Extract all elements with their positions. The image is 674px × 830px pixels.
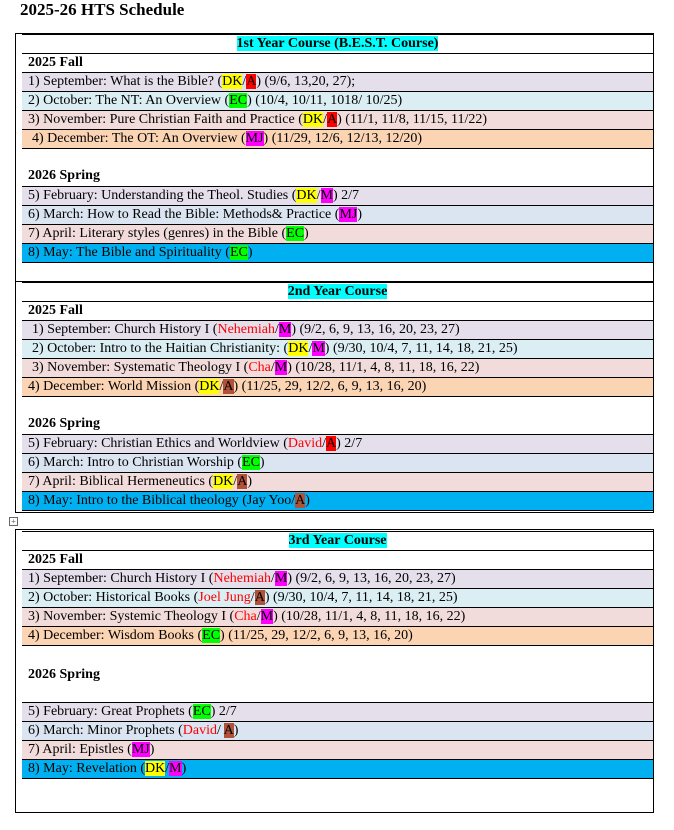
year3-row-6: 6) March: Minor Prophets (David/ A) [22,721,653,740]
year2-spring-label: 2026 Spring [22,415,653,434]
year1-row-2: 2) October: The NT: An Overview (EC) (10/4, 10/11, 1018/ 10/25) [22,91,653,110]
year3-row-5: 5) February: Great Prophets (EC) 2/7 [22,702,653,721]
year2-fall-label: 2025 Fall [22,301,653,320]
year3-row-1: 1) September: Church History I (Nehemiah/M) (9/2, 6, 9, 13, 16, 20, 23, 27) [22,569,653,588]
year3-heading: 3rd Year Course [288,533,387,548]
year3-row-2: 2) October: Historical Books (Joel Jung/A) (9/30, 10/4, 7, 11, 14, 18, 21, 25) [22,588,653,607]
year3-fall-label: 2025 Fall [22,550,653,569]
year1-row-4: 4) December: The OT: An Overview (MJ) (11/29, 12/6, 12/13, 12/20) [22,129,653,148]
year1-row-1: 1) September: What is the Bible? (DK/A) (9/6, 13,20, 27); [22,72,653,91]
year1-row-7: 7) April: Literary styles (genres) in the Bible (EC) [22,224,653,243]
year3-row-3: 3) November: Systemic Theology I (Cha/M) (10/28, 11/1, 4, 8, 11, 18, 16, 22) [22,607,653,626]
year2-row-5: 5) February: Christian Ethics and Worldview (David/A) 2/7 [22,434,653,453]
year3-spring-label: 2026 Spring [22,664,653,702]
year2-row-8: 8) May: Intro to the Biblical theology (Jay Yoo/A) [22,491,653,511]
document-title: 2025-26 HTS Schedule [20,0,185,19]
year1-row-6: 6) March: How to Read the Bible: Methods& Practice (MJ) [22,205,653,224]
year3-row-4: 4) December: Wisdom Books (EC) (11/25, 29, 12/2, 6, 9, 13, 16, 20) [22,626,653,645]
year1-fall-label: 2025 Fall [22,53,653,72]
year2-row-4: 4) December: World Mission (DK/A) (11/25, 29, 12/2, 6, 9, 13, 16, 20) [22,377,653,396]
year1-heading: 1st Year Course (B.E.S.T. Course) [236,36,439,51]
year3-blank-row [22,645,653,664]
year1-heading-row [22,34,653,53]
year1-blank-row [22,148,653,167]
year2-heading: 2nd Year Course [287,284,388,299]
year3-row-8: 8) May: Revelation (DK/M) [22,759,653,779]
year3-heading-row [22,531,653,550]
year1-spring-label: 2026 Spring [22,167,653,186]
year2-row-7: 7) April: Biblical Hermeneutics (DK/A) [22,472,653,491]
year1-row-5: 5) February: Understanding the Theol. Studies (DK/M) 2/7 [22,186,653,205]
year2-blank-row [22,396,653,415]
year2-row-1: 1) September: Church History I (Nehemiah/M) (9/2, 6, 9, 13, 16, 20, 23, 27) [22,320,653,339]
year1-row-8: 8) May: The Bible and Spirituality (EC) [22,243,653,263]
move-handle-icon[interactable]: + [9,517,18,526]
year1-row-3: 3) November: Pure Christian Faith and Practice (DK/A) (11/1, 11/8, 11/15, 11/22) [22,110,653,129]
year2-row-3: 3) November: Systematic Theology I (Cha/M) (10/28, 11/1, 4, 8, 11, 18, 16, 22) [22,358,653,377]
year2-row-6: 6) March: Intro to Christian Worship (EC) [22,453,653,472]
year2-heading-row [22,282,653,301]
year2-row-2: 2) October: Intro to the Haitian Christianity: (DK/M) (9/30, 10/4, 7, 11, 14, 18, 21, 25) [22,339,653,358]
year3-row-7: 7) April: Epistles (MJ) [22,740,653,759]
